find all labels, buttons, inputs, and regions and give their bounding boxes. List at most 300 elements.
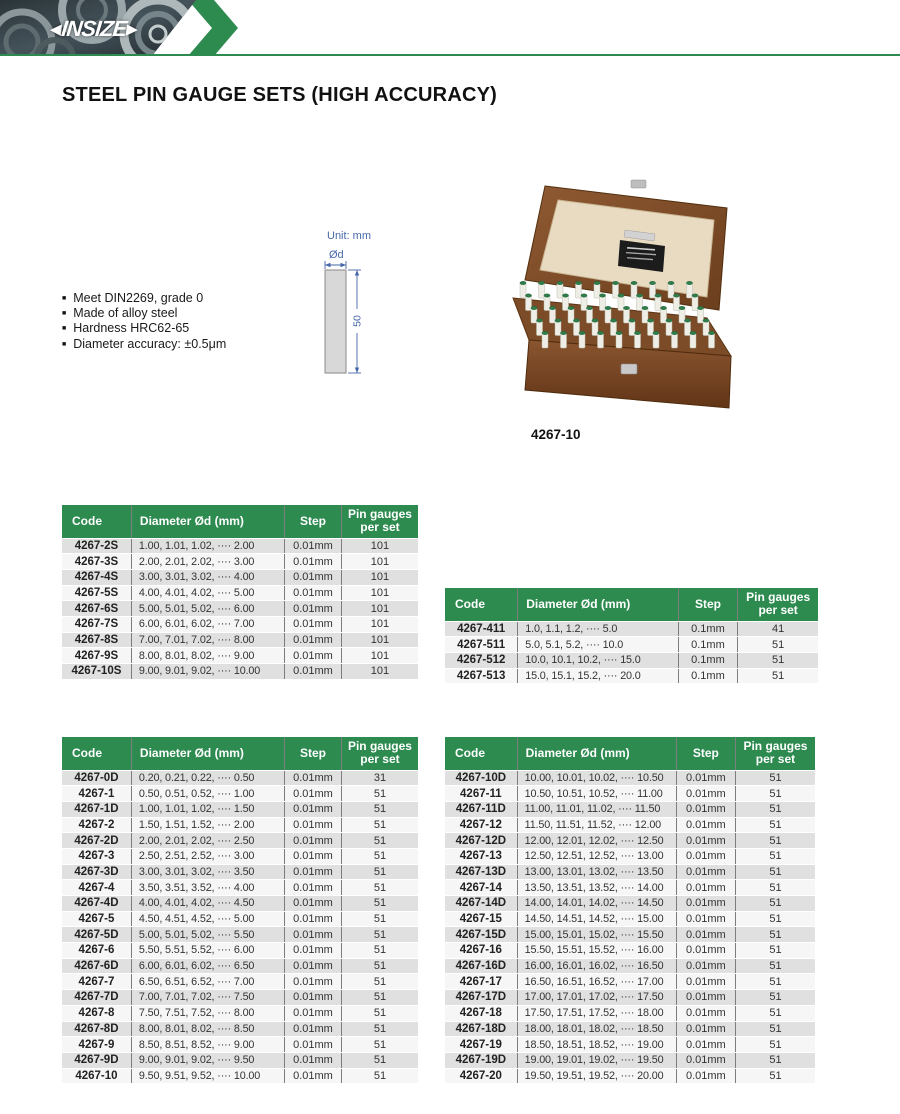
table-row xyxy=(445,974,815,990)
table-row xyxy=(62,664,418,680)
table-row xyxy=(62,880,418,896)
table-row xyxy=(445,911,815,927)
diameter-cell: 2.50, 2.51, 2.52, ···· 3.00 xyxy=(131,848,284,864)
table-row xyxy=(445,637,818,653)
table-row xyxy=(445,927,815,943)
logo-right-arrow-icon: ▶ xyxy=(125,21,139,38)
diameter-dim-label: Ød xyxy=(329,249,344,261)
diameter-cell: 14.00, 14.01, 14.02, ···· 14.50 xyxy=(517,896,676,912)
step-cell: 0.01mm xyxy=(676,1021,735,1037)
pins-per-set-cell: 101 xyxy=(341,538,418,554)
feature-item: ■ Diameter accuracy: ±0.5μm xyxy=(62,337,226,352)
step-cell: 0.01mm xyxy=(284,554,341,570)
pins-per-set-cell: 51 xyxy=(341,1052,418,1068)
code-cell: 4267-7 xyxy=(62,974,131,990)
table-row xyxy=(62,896,418,912)
code-cell: 4267-9S xyxy=(62,648,131,664)
code-cell: 4267-0D xyxy=(62,770,131,786)
code-cell: 4267-5S xyxy=(62,585,131,601)
feature-item: ■ Made of alloy steel xyxy=(62,306,226,321)
code-cell: 4267-511 xyxy=(445,637,518,653)
step-cell: 0.01mm xyxy=(284,927,341,943)
diameter-cell: 6.00, 6.01, 6.02, ···· 7.00 xyxy=(131,616,284,632)
pins-per-set-cell: 101 xyxy=(341,632,418,648)
pins-per-set-cell: 101 xyxy=(341,554,418,570)
step-cell: 0.01mm xyxy=(284,786,341,802)
table-row xyxy=(62,569,418,585)
step-cell: 0.01mm xyxy=(284,1052,341,1068)
pins-per-set-cell: 51 xyxy=(341,848,418,864)
step-cell: 0.1mm xyxy=(678,637,738,653)
code-cell: 4267-9 xyxy=(62,1037,131,1053)
column-header: Pin gauges per set xyxy=(341,737,418,770)
pins-per-set-cell: 51 xyxy=(341,833,418,849)
page-title: STEEL PIN GAUGE SETS (HIGH ACCURACY) xyxy=(62,84,498,106)
step-cell: 0.01mm xyxy=(284,1021,341,1037)
pins-per-set-cell: 51 xyxy=(735,1037,815,1053)
column-header: Diameter Ød (mm) xyxy=(517,737,676,770)
pins-per-set-cell: 51 xyxy=(341,1068,418,1084)
pins-per-set-cell: 101 xyxy=(341,616,418,632)
pins-per-set-cell: 51 xyxy=(341,927,418,943)
insize-logo xyxy=(49,16,140,42)
diameter-cell: 18.50, 18.51, 18.52, ···· 19.00 xyxy=(517,1037,676,1053)
product-image xyxy=(495,178,755,428)
code-cell: 4267-17 xyxy=(445,974,517,990)
pins-per-set-cell: 101 xyxy=(341,664,418,680)
code-cell: 4267-8D xyxy=(62,1021,131,1037)
table-01mm-series-wrapper xyxy=(445,588,818,684)
step-cell: 0.01mm xyxy=(676,896,735,912)
code-cell: 4267-15D xyxy=(445,927,517,943)
code-cell: 4267-16D xyxy=(445,958,517,974)
table-row xyxy=(445,1068,815,1084)
step-cell: 0.01mm xyxy=(284,648,341,664)
diameter-cell: 8.00, 8.01, 8.02, ···· 8.50 xyxy=(131,1021,284,1037)
code-cell: 4267-10S xyxy=(62,664,131,680)
code-cell: 4267-13D xyxy=(445,864,517,880)
diameter-cell: 2.00, 2.01, 2.02, ···· 2.50 xyxy=(131,833,284,849)
pin-gauge-table-s-series xyxy=(62,505,418,680)
pins-per-set-cell: 51 xyxy=(341,1005,418,1021)
diameter-cell: 5.00, 5.01, 5.02, ···· 5.50 xyxy=(131,927,284,943)
pins-per-set-cell: 51 xyxy=(735,770,815,786)
table-row xyxy=(445,848,815,864)
diameter-cell: 3.50, 3.51, 3.52, ···· 4.00 xyxy=(131,880,284,896)
table-row xyxy=(445,1005,815,1021)
diameter-cell: 13.00, 13.01, 13.02, ···· 13.50 xyxy=(517,864,676,880)
table-row xyxy=(62,601,418,617)
code-cell: 4267-8 xyxy=(62,1005,131,1021)
table-row xyxy=(445,880,815,896)
diameter-cell: 6.50, 6.51, 6.52, ···· 7.00 xyxy=(131,974,284,990)
feature-list xyxy=(62,291,226,352)
pin-gauge-table-d-series-upper xyxy=(445,737,815,1084)
column-header: Diameter Ød (mm) xyxy=(518,588,678,621)
code-cell: 4267-4S xyxy=(62,569,131,585)
code-cell: 4267-6S xyxy=(62,601,131,617)
table-row xyxy=(445,958,815,974)
diameter-cell: 8.50, 8.51, 8.52, ···· 9.00 xyxy=(131,1037,284,1053)
code-cell: 4267-6 xyxy=(62,943,131,959)
table-row xyxy=(445,864,815,880)
pins-per-set-cell: 101 xyxy=(341,569,418,585)
table-row xyxy=(62,1068,418,1084)
code-cell: 4267-3 xyxy=(62,848,131,864)
diameter-cell: 1.00, 1.01, 1.02, ···· 1.50 xyxy=(131,801,284,817)
diameter-cell: 2.00, 2.01, 2.02, ···· 3.00 xyxy=(131,554,284,570)
pins-per-set-cell: 51 xyxy=(341,786,418,802)
code-cell: 4267-19 xyxy=(445,1037,517,1053)
table-d-series-lower-wrapper xyxy=(62,737,418,1084)
code-cell: 4267-411 xyxy=(445,621,518,637)
step-cell: 0.1mm xyxy=(678,668,738,684)
box-lid xyxy=(525,180,727,310)
step-cell: 0.01mm xyxy=(676,801,735,817)
table-row xyxy=(445,801,815,817)
code-cell: 4267-19D xyxy=(445,1052,517,1068)
diameter-cell: 16.00, 16.01, 16.02, ···· 16.50 xyxy=(517,958,676,974)
pin-gauge-table-d-series-lower xyxy=(62,737,418,1084)
code-cell: 4267-513 xyxy=(445,668,518,684)
table-row xyxy=(62,801,418,817)
pins-per-set-cell: 101 xyxy=(341,648,418,664)
pins-per-set-cell: 51 xyxy=(735,833,815,849)
step-cell: 0.01mm xyxy=(676,833,735,849)
diameter-cell: 7.00, 7.01, 7.02, ···· 8.00 xyxy=(131,632,284,648)
table-row xyxy=(445,833,815,849)
table-row xyxy=(62,990,418,1006)
table-row xyxy=(62,958,418,974)
diameter-cell: 15.0, 15.1, 15.2, ···· 20.0 xyxy=(518,668,678,684)
step-cell: 0.01mm xyxy=(676,990,735,1006)
pins-per-set-cell: 101 xyxy=(341,601,418,617)
code-cell: 4267-2D xyxy=(62,833,131,849)
column-header: Step xyxy=(678,588,738,621)
step-cell: 0.01mm xyxy=(284,864,341,880)
pin-dimension-diagram xyxy=(294,224,419,387)
step-cell: 0.01mm xyxy=(676,817,735,833)
step-cell: 0.01mm xyxy=(284,817,341,833)
diameter-cell: 10.50, 10.51, 10.52, ···· 11.00 xyxy=(517,786,676,802)
step-cell: 0.01mm xyxy=(284,848,341,864)
pins-per-set-cell: 51 xyxy=(341,801,418,817)
pins-per-set-cell: 51 xyxy=(735,974,815,990)
pins-per-set-cell: 51 xyxy=(735,927,815,943)
step-cell: 0.01mm xyxy=(284,911,341,927)
diameter-cell: 19.50, 19.51, 19.52, ···· 20.00 xyxy=(517,1068,676,1084)
code-cell: 4267-13 xyxy=(445,848,517,864)
column-header: Step xyxy=(284,737,341,770)
table-row xyxy=(62,585,418,601)
table-row xyxy=(445,1052,815,1068)
pins-per-set-cell: 51 xyxy=(735,958,815,974)
step-cell: 0.1mm xyxy=(678,652,738,668)
code-cell: 4267-18 xyxy=(445,1005,517,1021)
step-cell: 0.01mm xyxy=(676,880,735,896)
column-header: Step xyxy=(284,505,341,538)
pins-per-set-cell: 41 xyxy=(738,621,818,637)
step-cell: 0.01mm xyxy=(676,1005,735,1021)
step-cell: 0.01mm xyxy=(284,1068,341,1084)
step-cell: 0.01mm xyxy=(284,616,341,632)
pins-per-set-cell: 51 xyxy=(735,801,815,817)
step-cell: 0.01mm xyxy=(676,864,735,880)
logo-left-arrow-icon: ◀ xyxy=(49,21,63,38)
column-header: Diameter Ød (mm) xyxy=(131,737,284,770)
diameter-cell: 4.50, 4.51, 4.52, ···· 5.00 xyxy=(131,911,284,927)
diameter-cell: 3.00, 3.01, 3.02, ···· 3.50 xyxy=(131,864,284,880)
table-row xyxy=(62,538,418,554)
code-cell: 4267-2S xyxy=(62,538,131,554)
diameter-cell: 1.50, 1.51, 1.52, ···· 2.00 xyxy=(131,817,284,833)
step-cell: 0.01mm xyxy=(284,1037,341,1053)
code-cell: 4267-3S xyxy=(62,554,131,570)
code-cell: 4267-5 xyxy=(62,911,131,927)
table-row xyxy=(62,1021,418,1037)
column-header: Pin gauges per set xyxy=(735,737,815,770)
code-cell: 4267-14 xyxy=(445,880,517,896)
unit-label: Unit: mm xyxy=(327,230,371,242)
code-cell: 4267-2 xyxy=(62,817,131,833)
step-cell: 0.01mm xyxy=(284,1005,341,1021)
table-row xyxy=(62,848,418,864)
code-cell: 4267-7D xyxy=(62,990,131,1006)
table-row xyxy=(62,974,418,990)
step-cell: 0.01mm xyxy=(676,974,735,990)
code-cell: 4267-4 xyxy=(62,880,131,896)
column-header: Code xyxy=(62,737,131,770)
pins-per-set-cell: 51 xyxy=(735,1052,815,1068)
code-cell: 4267-5D xyxy=(62,927,131,943)
code-cell: 4267-15 xyxy=(445,911,517,927)
table-row xyxy=(445,990,815,1006)
table-row xyxy=(62,554,418,570)
table-row xyxy=(62,632,418,648)
pins-per-set-cell: 51 xyxy=(341,817,418,833)
diameter-cell: 12.50, 12.51, 12.52, ···· 13.00 xyxy=(517,848,676,864)
step-cell: 0.01mm xyxy=(284,943,341,959)
table-row xyxy=(62,911,418,927)
pins-per-set-cell: 51 xyxy=(735,1021,815,1037)
pins-per-set-cell: 51 xyxy=(735,943,815,959)
table-row xyxy=(62,817,418,833)
pins-per-set-cell: 101 xyxy=(341,585,418,601)
pins-per-set-cell: 51 xyxy=(735,1005,815,1021)
product-caption: 4267-10 xyxy=(531,427,581,442)
code-cell: 4267-512 xyxy=(445,652,518,668)
pins-per-set-cell: 51 xyxy=(735,817,815,833)
diameter-cell: 4.00, 4.01, 4.02, ···· 4.50 xyxy=(131,896,284,912)
diameter-cell: 18.00, 18.01, 18.02, ···· 18.50 xyxy=(517,1021,676,1037)
step-cell: 0.01mm xyxy=(676,770,735,786)
pins-per-set-cell: 51 xyxy=(735,896,815,912)
diameter-cell: 4.00, 4.01, 4.02, ···· 5.00 xyxy=(131,585,284,601)
code-cell: 4267-14D xyxy=(445,896,517,912)
diameter-cell: 19.00, 19.01, 19.02, ···· 19.50 xyxy=(517,1052,676,1068)
step-cell: 0.01mm xyxy=(284,990,341,1006)
diameter-cell: 0.50, 0.51, 0.52, ···· 1.00 xyxy=(131,786,284,802)
diameter-cell: 3.00, 3.01, 3.02, ···· 4.00 xyxy=(131,569,284,585)
step-cell: 0.01mm xyxy=(676,1068,735,1084)
code-cell: 4267-18D xyxy=(445,1021,517,1037)
diameter-cell: 10.0, 10.1, 10.2, ···· 15.0 xyxy=(518,652,678,668)
step-cell: 0.01mm xyxy=(284,833,341,849)
diameter-cell: 9.50, 9.51, 9.52, ···· 10.00 xyxy=(131,1068,284,1084)
pin-body-shape xyxy=(325,270,346,373)
diameter-cell: 17.50, 17.51, 17.52, ···· 18.00 xyxy=(517,1005,676,1021)
diameter-cell: 9.00, 9.01, 9.02, ···· 10.00 xyxy=(131,664,284,680)
step-cell: 0.01mm xyxy=(676,786,735,802)
code-cell: 4267-1 xyxy=(62,786,131,802)
table-row xyxy=(62,927,418,943)
code-cell: 4267-12 xyxy=(445,817,517,833)
column-header: Pin gauges per set xyxy=(738,588,818,621)
column-header: Diameter Ød (mm) xyxy=(131,505,284,538)
table-row xyxy=(445,1021,815,1037)
pins-per-set-cell: 51 xyxy=(341,1021,418,1037)
step-cell: 0.01mm xyxy=(284,601,341,617)
feature-item: ■ Hardness HRC62-65 xyxy=(62,321,226,336)
table-row xyxy=(62,1052,418,1068)
step-cell: 0.01mm xyxy=(284,538,341,554)
table-d-series-upper-wrapper xyxy=(445,737,815,1084)
diameter-cell: 13.50, 13.51, 13.52, ···· 14.00 xyxy=(517,880,676,896)
step-cell: 0.01mm xyxy=(676,943,735,959)
code-cell: 4267-3D xyxy=(62,864,131,880)
table-row xyxy=(62,786,418,802)
table-row xyxy=(445,652,818,668)
step-cell: 0.01mm xyxy=(676,911,735,927)
step-cell: 0.01mm xyxy=(284,569,341,585)
pins-per-set-cell: 51 xyxy=(341,974,418,990)
step-cell: 0.01mm xyxy=(284,896,341,912)
pins-per-set-cell: 51 xyxy=(341,911,418,927)
diameter-cell: 5.50, 5.51, 5.52, ···· 6.00 xyxy=(131,943,284,959)
length-dim-label: 50 xyxy=(351,315,364,327)
table-row xyxy=(62,833,418,849)
pins-per-set-cell: 51 xyxy=(341,990,418,1006)
diameter-cell: 7.50, 7.51, 7.52, ···· 8.00 xyxy=(131,1005,284,1021)
pins-per-set-cell: 51 xyxy=(341,880,418,896)
diameter-cell: 1.00, 1.01, 1.02, ···· 2.00 xyxy=(131,538,284,554)
pins-per-set-cell: 51 xyxy=(738,637,818,653)
step-cell: 0.01mm xyxy=(284,632,341,648)
code-cell: 4267-8S xyxy=(62,632,131,648)
step-cell: 0.01mm xyxy=(676,927,735,943)
step-cell: 0.01mm xyxy=(676,958,735,974)
diameter-cell: 15.50, 15.51, 15.52, ···· 16.00 xyxy=(517,943,676,959)
column-header: Pin gauges per set xyxy=(341,505,418,538)
step-cell: 0.01mm xyxy=(676,1052,735,1068)
step-cell: 0.01mm xyxy=(284,585,341,601)
code-cell: 4267-16 xyxy=(445,943,517,959)
feature-item: ■ Meet DIN2269, grade 0 xyxy=(62,291,226,306)
diameter-cell: 8.00, 8.01, 8.02, ···· 9.00 xyxy=(131,648,284,664)
code-cell: 4267-1D xyxy=(62,801,131,817)
code-cell: 4267-10 xyxy=(62,1068,131,1084)
pins-per-set-cell: 51 xyxy=(735,990,815,1006)
pins-per-set-cell: 51 xyxy=(735,880,815,896)
table-row xyxy=(445,770,815,786)
pins-per-set-cell: 51 xyxy=(735,848,815,864)
pins-per-set-cell: 51 xyxy=(738,668,818,684)
code-cell: 4267-9D xyxy=(62,1052,131,1068)
pins-per-set-cell: 51 xyxy=(341,896,418,912)
pin-gauge-table-01mm-step xyxy=(445,588,818,684)
code-cell: 4267-12D xyxy=(445,833,517,849)
code-cell: 4267-17D xyxy=(445,990,517,1006)
table-row xyxy=(62,943,418,959)
code-cell: 4267-4D xyxy=(62,896,131,912)
table-row xyxy=(62,648,418,664)
code-cell: 4267-10D xyxy=(445,770,517,786)
diameter-cell: 12.00, 12.01, 12.02, ···· 12.50 xyxy=(517,833,676,849)
step-cell: 0.01mm xyxy=(676,1037,735,1053)
table-row xyxy=(62,1005,418,1021)
diameter-cell: 1.0, 1.1, 1.2, ···· 5.0 xyxy=(518,621,678,637)
brand-header xyxy=(0,0,250,56)
diameter-cell: 14.50, 14.51, 14.52, ···· 15.00 xyxy=(517,911,676,927)
diameter-cell: 5.00, 5.01, 5.02, ···· 6.00 xyxy=(131,601,284,617)
code-cell: 4267-6D xyxy=(62,958,131,974)
table-row xyxy=(62,770,418,786)
logo-text: INSIZE xyxy=(60,16,128,41)
pins-per-set-cell: 51 xyxy=(735,786,815,802)
table-row xyxy=(445,786,815,802)
header-divider-line xyxy=(0,54,900,56)
step-cell: 0.01mm xyxy=(284,958,341,974)
pins-per-set-cell: 51 xyxy=(341,864,418,880)
pins-per-set-cell: 51 xyxy=(735,864,815,880)
step-cell: 0.01mm xyxy=(284,770,341,786)
diameter-cell: 11.50, 11.51, 11.52, ···· 12.00 xyxy=(517,817,676,833)
table-row xyxy=(445,943,815,959)
step-cell: 0.01mm xyxy=(284,880,341,896)
pins-per-set-cell: 51 xyxy=(738,652,818,668)
diameter-cell: 11.00, 11.01, 11.02, ···· 11.50 xyxy=(517,801,676,817)
pins-per-set-cell: 31 xyxy=(341,770,418,786)
diameter-cell: 0.20, 0.21, 0.22, ···· 0.50 xyxy=(131,770,284,786)
table-row xyxy=(445,817,815,833)
column-header: Code xyxy=(62,505,131,538)
step-cell: 0.1mm xyxy=(678,621,738,637)
pins-per-set-cell: 51 xyxy=(735,911,815,927)
diameter-cell: 10.00, 10.01, 10.02, ···· 10.50 xyxy=(517,770,676,786)
pins-per-set-cell: 51 xyxy=(341,943,418,959)
table-row xyxy=(445,668,818,684)
code-cell: 4267-7S xyxy=(62,616,131,632)
pins-per-set-cell: 51 xyxy=(341,958,418,974)
column-header: Code xyxy=(445,737,517,770)
code-cell: 4267-11D xyxy=(445,801,517,817)
diameter-cell: 9.00, 9.01, 9.02, ···· 9.50 xyxy=(131,1052,284,1068)
table-row xyxy=(445,896,815,912)
pins-per-set-cell: 51 xyxy=(735,1068,815,1084)
table-row xyxy=(62,616,418,632)
diameter-cell: 7.00, 7.01, 7.02, ···· 7.50 xyxy=(131,990,284,1006)
table-row xyxy=(445,1037,815,1053)
step-cell: 0.01mm xyxy=(676,848,735,864)
code-cell: 4267-20 xyxy=(445,1068,517,1084)
column-header: Step xyxy=(676,737,735,770)
diameter-cell: 15.00, 15.01, 15.02, ···· 15.50 xyxy=(517,927,676,943)
table-row xyxy=(62,1037,418,1053)
diameter-cell: 16.50, 16.51, 16.52, ···· 17.00 xyxy=(517,974,676,990)
diameter-cell: 17.00, 17.01, 17.02, ···· 17.50 xyxy=(517,990,676,1006)
step-cell: 0.01mm xyxy=(284,974,341,990)
diameter-cell: 6.00, 6.01, 6.02, ···· 6.50 xyxy=(131,958,284,974)
